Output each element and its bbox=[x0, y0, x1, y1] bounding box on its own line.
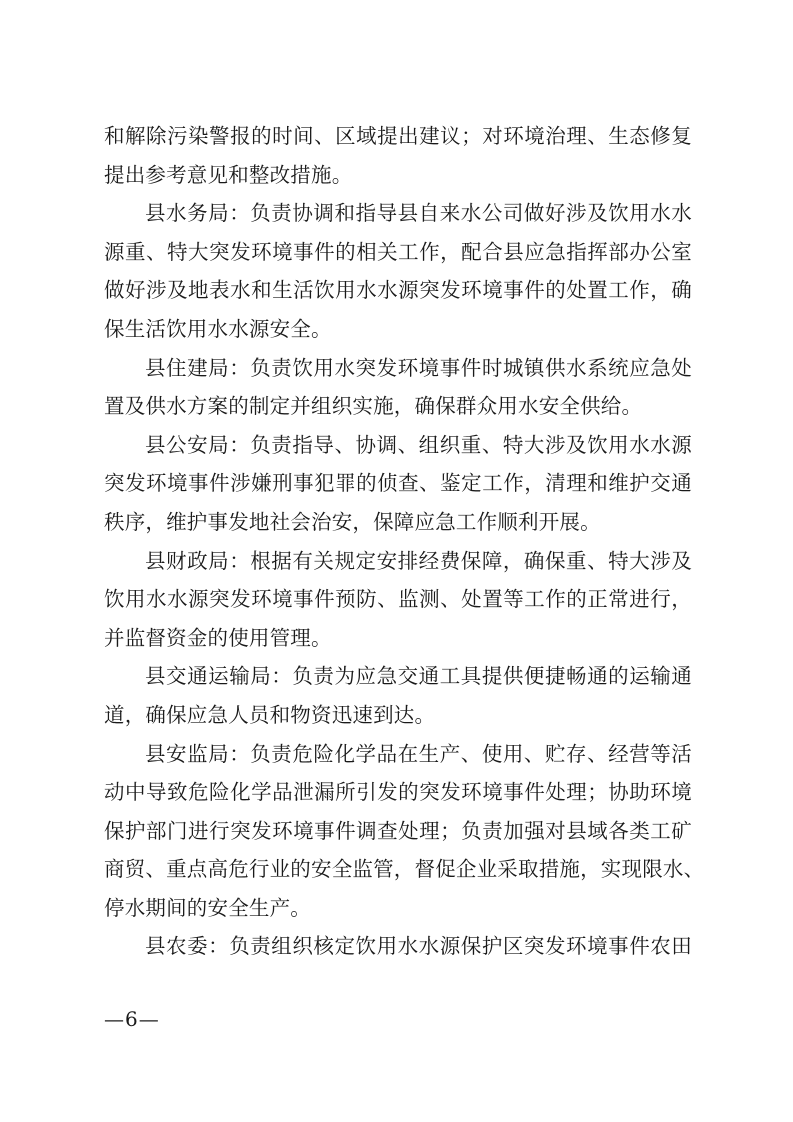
text-line: 县农委：负责组织核定饮用水水源保护区突发环境事件农田 bbox=[145, 934, 692, 959]
text-line: 提出参考意见和整改措施。 bbox=[104, 162, 353, 187]
paragraph-transport-bureau bbox=[104, 657, 692, 734]
text-line: 保护部门进行突发环境事件调查处理；负责加强对县域各类工矿 bbox=[104, 818, 692, 843]
text-line: 源重、特大突发环境事件的相关工作，配合县应急指挥部办公室 bbox=[104, 239, 692, 264]
text-line: 并监督资金的使用管理。 bbox=[104, 625, 332, 650]
text-line: 县水务局：负责协调和指导县自来水公司做好涉及饮用水水 bbox=[145, 201, 692, 226]
text-line: 县公安局：负责指导、协调、组织重、特大涉及饮用水水源 bbox=[145, 432, 692, 457]
text-line: 和解除污染警报的时间、区域提出建议；对环境治理、生态修复 bbox=[104, 124, 692, 148]
text-line: 县安监局：负责危险化学品在生产、使用、贮存、经营等活 bbox=[145, 741, 692, 766]
page-number: —6— bbox=[104, 1007, 160, 1031]
text-line: 停水期间的安全生产。 bbox=[104, 895, 311, 920]
text-line: 饮用水水源突发环境事件预防、监测、处置等工作的正常进行， bbox=[104, 587, 692, 612]
paragraph-public-security-bureau bbox=[104, 426, 692, 542]
text-line: 突发环境事件涉嫌刑事犯罪的侦查、鉴定工作，清理和维护交通 bbox=[104, 471, 692, 496]
paragraph-pollution-warning bbox=[104, 117, 692, 194]
text-line: 道，确保应急人员和物资迅速到达。 bbox=[104, 702, 436, 727]
paragraph-housing-bureau bbox=[104, 349, 692, 426]
paragraph-finance-bureau bbox=[104, 542, 692, 658]
text-line: 县交通运输局：负责为应急交通工具提供便捷畅通的运输通 bbox=[145, 664, 692, 689]
text-line: 做好涉及地表水和生活饮用水水源突发环境事件的处置工作，确 bbox=[104, 278, 692, 303]
text-line: 县财政局：根据有关规定安排经费保障，确保重、特大涉及 bbox=[145, 548, 692, 573]
text-line: 动中导致危险化学品泄漏所引发的突发环境事件处理；协助环境 bbox=[104, 780, 692, 805]
paragraph-water-affairs-bureau bbox=[104, 194, 692, 348]
text-line: 商贸、重点高危行业的安全监管，督促企业采取措施，实现限水、 bbox=[104, 857, 705, 882]
paragraph-safety-supervision-bureau bbox=[104, 735, 705, 928]
document-body bbox=[104, 117, 705, 966]
text-line: 秩序，维护事发地社会治安，保障应急工作顺利开展。 bbox=[104, 509, 601, 534]
paragraph-agriculture-committee bbox=[104, 927, 692, 966]
text-line: 置及供水方案的制定并组织实施，确保群众用水安全供给。 bbox=[104, 394, 643, 419]
text-line: 保生活饮用水水源安全。 bbox=[104, 316, 332, 341]
text-line: 县住建局：负责饮用水突发环境事件时城镇供水系统应急处 bbox=[145, 355, 692, 380]
